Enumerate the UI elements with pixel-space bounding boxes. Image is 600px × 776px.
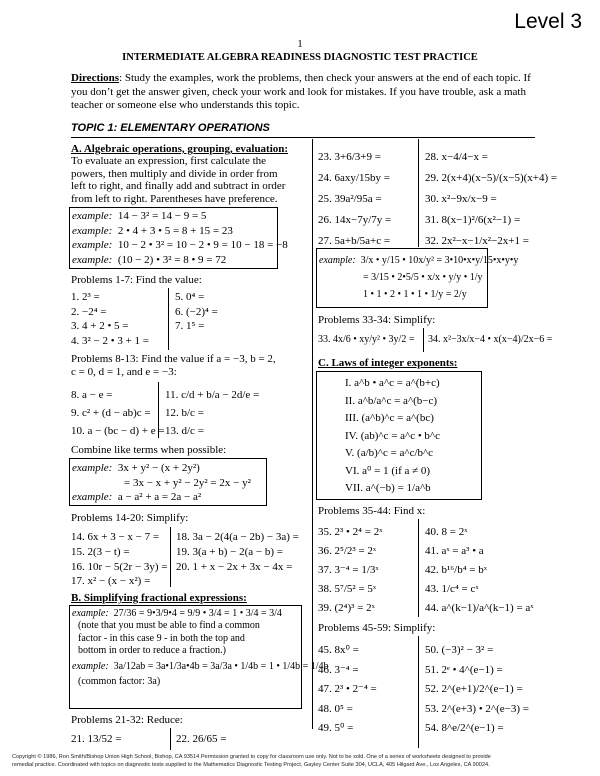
problems-45-49 bbox=[318, 641, 377, 739]
note-line: factor - in this case 9 - in both the top and bbox=[78, 632, 245, 644]
intro-line: from left to right. Parentheses have preference. bbox=[71, 192, 278, 205]
problem-item: 37. 3⁻⁴ = 1/3ˣ bbox=[318, 564, 379, 576]
problem-item: 3. 4 + 2 • 5 = bbox=[71, 320, 129, 332]
footer-line: remedial practice. Coordinated with topics on diagnostic tests supplied to the Mathematics Diagnostic Testing Project, Gayley Center Suite 304, UCLA, 405 Hilgard Ave., Los Angeles, CA 90024. bbox=[12, 762, 490, 768]
section-b-heading: B. Simplifying fractional expressions: bbox=[71, 592, 247, 604]
example-line: 3x + y² − (x + 2y²) bbox=[117, 462, 200, 474]
directions bbox=[71, 72, 541, 113]
problem-item: 6. (−2)⁴ = bbox=[175, 305, 218, 318]
problems-1-7-left bbox=[71, 290, 149, 348]
problem-item: 32. 2x²−x−1/x²−2x+1 = bbox=[425, 235, 529, 247]
problem-item: 18. 3a − 2(4(a − 2b) − 3a) = bbox=[176, 531, 299, 543]
problem-item: 27. 5a+b/5a+c = bbox=[318, 235, 391, 247]
problem-22: 22. 26/65 = bbox=[176, 733, 227, 745]
problem-item: 2. −2⁴ = bbox=[71, 305, 107, 318]
problem-item: 14. 6x + 3 − x − 7 = bbox=[71, 531, 160, 543]
example-label: example: bbox=[319, 255, 356, 266]
problem-34: 34. x²−3x/x−4 • x(x−4)/2x−6 = bbox=[428, 334, 553, 345]
problem-item: 26. 14x−7y/7y = bbox=[318, 214, 392, 226]
problem-item: 36. 2⁵/2³ = 2ˣ bbox=[318, 545, 377, 557]
problem-item: 23. 3+6/3+9 = bbox=[318, 151, 381, 163]
problem-item: 44. a^(k−1)/a^(k−1) = aˣ bbox=[425, 602, 534, 614]
problem-item: 29. 2(x+4)(x−5)/(x−5)(x+4) = bbox=[425, 172, 558, 184]
problem-33: 33. 4x/6 • xy/y² • 3y/2 = bbox=[318, 334, 415, 345]
problem-item: 12. b/c = bbox=[165, 407, 204, 419]
problem-item: 38. 5⁷/5² = 5ˣ bbox=[318, 583, 377, 595]
problem-item: 50. (−3)² − 3² = bbox=[425, 644, 494, 656]
example-line: 3a/12ab = 3a•1/3a•4b = 3a/3a • 1/4b = 1 • 1/4b = 1/4b bbox=[113, 661, 329, 673]
problem-item: 40. 8 = 2ˣ bbox=[425, 526, 468, 538]
problem-item: 10. a − (bc − d) + e = bbox=[71, 425, 165, 437]
law-item: VII. a^(−b) = 1/a^b bbox=[345, 482, 431, 494]
problems-14-20-left bbox=[71, 530, 168, 589]
page-number: 1 bbox=[297, 38, 303, 50]
problem-item: 25. 39a²/95a = bbox=[318, 193, 382, 205]
example-line: 27/36 = 9•3/9•4 = 9/9 • 3/4 = 1 • 3/4 = 3/4 bbox=[113, 608, 282, 619]
problems-14-20-right bbox=[176, 530, 299, 574]
topic-rule bbox=[71, 137, 535, 138]
problems-40-44 bbox=[425, 523, 533, 618]
problem-item: 35. 2³ • 2⁴ = 2ˣ bbox=[318, 526, 383, 538]
problem-item: 8. a − e = bbox=[71, 389, 113, 401]
level-label: Level 3 bbox=[514, 10, 582, 33]
problems-35-44-divider bbox=[418, 519, 419, 617]
example-line: (10 − 2) • 3² = 8 • 9 = 72 bbox=[117, 253, 227, 266]
problem-item: 48. 0⁵ = bbox=[318, 702, 353, 715]
problem-item: 1. 2³ = bbox=[71, 291, 100, 303]
problem-item: 41. aˣ = a³ • a bbox=[425, 545, 484, 557]
example-line: 10 − 2 • 3² = 10 − 2 • 9 = 10 − 18 = −8 bbox=[117, 239, 288, 251]
problem-item: 11. c/d + b/a − 2d/e = bbox=[165, 389, 260, 401]
problems-1-7-right bbox=[175, 290, 218, 334]
problem-item: 47. 2³ • 2⁻⁴ = bbox=[318, 683, 377, 695]
section-b-examples: example: 27/36 = 9•3/9•4 = 9/9 • 3/4 = 1 • 3/4 = 3/4 (note that you must be able to find a common factor - in this case 9 - in both the top and bottom in order to reduce a fraction.) example: 3a/12ab = 3a•1/3a•4b = 3a/3a • 1/4b = 1 • 1/4b = 1/4b (common factor: 3a) bbox=[72, 608, 329, 688]
problem-item: 28. x−4/4−x = bbox=[425, 151, 488, 163]
problem-item: 43. 1/c⁴ = cˣ bbox=[425, 583, 479, 595]
intro-line: left to right, and finally add and subtract in order bbox=[71, 180, 286, 192]
intro-line: To evaluate an expression, first calculate the bbox=[71, 155, 267, 167]
example-line: 14 − 3² = 14 − 9 = 5 bbox=[117, 210, 207, 222]
problems-21-32-label: Problems 21-32: Reduce: bbox=[71, 714, 183, 726]
problem-item: 13. d/c = bbox=[165, 425, 204, 437]
problem-item: 24. 6axy/15by = bbox=[318, 172, 390, 184]
label-line: c = 0, d = 1, and e = −3: bbox=[71, 366, 177, 378]
law-item: III. (a^b)^c = a^(bc) bbox=[345, 412, 434, 424]
problem-item: 15. 2(3 − t) = bbox=[71, 545, 130, 558]
example-line: 2 • 4 + 3 • 5 = 8 + 15 = 23 bbox=[117, 224, 233, 237]
problems-1-7-divider bbox=[168, 288, 169, 350]
problems-45-59-label: Problems 45-59: Simplify: bbox=[318, 622, 436, 634]
intro-line: powers, then multiply and divide in order from bbox=[71, 167, 278, 180]
example-line: = 3/15 • 2•5/5 • x/x • y/y • 1/y bbox=[363, 272, 483, 283]
example-line: 3/x • y/15 • 10x/y² = 3•10•x•y/15•x•y•y bbox=[360, 255, 519, 266]
footer-copyright bbox=[12, 753, 588, 769]
topic-heading: TOPIC 1: ELEMENTARY OPERATIONS bbox=[71, 122, 270, 134]
problem-item: 31. 8(x−1)²/6(x²−1) = bbox=[425, 214, 521, 226]
section-c-heading: C. Laws of integer exponents: bbox=[318, 357, 458, 369]
label-line: Problems 8-13: Find the value if a = −3, b = 2, bbox=[71, 353, 276, 365]
example-line: a − a² + a = 2a − a² bbox=[117, 491, 202, 503]
law-item: VI. a⁰ = 1 (if a ≠ 0) bbox=[345, 464, 431, 477]
law-item: V. (a/b)^c = a^c/b^c bbox=[345, 447, 434, 459]
laws-list bbox=[345, 375, 440, 498]
problem-item: 52. 2^(e+1)/2^(e−1) = bbox=[425, 683, 523, 695]
problem-item: 39. (2⁴)³ = 2ˣ bbox=[318, 602, 375, 614]
problems-1-7-label: Problems 1-7: Find the value: bbox=[71, 274, 202, 286]
problem-item: 45. 8x⁰ = bbox=[318, 644, 359, 656]
directions-label: Directions bbox=[71, 72, 120, 84]
problem-item: 7. 1⁵ = bbox=[175, 320, 205, 332]
example-list-a: example: 14 − 3² = 14 − 9 = 5 example: 2 • 4 + 3 • 5 = 8 + 15 = 23 example: 10 − 2 • 3² = 10 − 2 • 9 = 10 − 18 = −8 example: (10 − 2) • 3² = 8 • 9 = 72 bbox=[72, 210, 288, 266]
problems-8-13-label bbox=[71, 353, 276, 379]
problem-item: 51. 2ᵉ • 4^(e−1) = bbox=[425, 663, 503, 676]
problem-item: 20. 1 + x − 2x + 3x − 4x = bbox=[176, 560, 293, 573]
example-line: = 3x − x + y² − 2y² = 2x − y² bbox=[124, 476, 251, 489]
section-a-heading: A. Algebraic operations, grouping, evaluation: bbox=[71, 143, 289, 155]
problems-28-32 bbox=[425, 147, 557, 252]
combine-examples: example: 3x + y² − (x + 2y²) = 3x − x + y² − 2y² = 2x − y² example: a − a² + a = 2a − a² bbox=[72, 462, 251, 503]
note-line: (common factor: 3a) bbox=[78, 676, 161, 688]
problems-35-39 bbox=[318, 523, 382, 618]
problem-item: 30. x²−9x/x−9 = bbox=[425, 193, 497, 205]
problem-item: 46. 3⁻⁴ = bbox=[318, 663, 359, 676]
law-item: IV. (ab)^c = a^c • b^c bbox=[345, 429, 440, 442]
problem-item: 42. b¹⁶/b⁴ = bˣ bbox=[425, 564, 487, 576]
problem-item: 4. 3² − 2 • 3 + 1 = bbox=[71, 334, 150, 347]
middle-example bbox=[319, 252, 518, 303]
example-line: 1 • 1 • 2 • 1 • 1 • 1/y = 2/y bbox=[363, 289, 467, 300]
problems-14-20-divider bbox=[170, 527, 171, 587]
combine-label: Combine like terms when possible: bbox=[71, 444, 227, 456]
problems-45-59-divider bbox=[418, 636, 419, 748]
problem-item: 16. 10r − 5(2r − 3y) = bbox=[71, 560, 168, 573]
problems-23-32-divider bbox=[418, 139, 419, 247]
problems-14-20-label: Problems 14-20: Simplify: bbox=[71, 512, 189, 524]
problem-item: 54. 8^e/2^(e−1) = bbox=[425, 722, 504, 734]
note-line: (note that you must be able to find a common bbox=[78, 620, 260, 632]
problem-item: 19. 3(a + b) − 2(a − b) = bbox=[176, 545, 283, 558]
footer-line: Copyright © 1986, Ron Smith/Bishop Union High School, Bishop, CA 93514 Permission granted to copy for classroom use only. Not to be sold. One of a series of worksheets designed to provide bbox=[12, 754, 491, 760]
law-item: II. a^b/a^c = a^(b−c) bbox=[345, 394, 438, 407]
problem-item: 9. c² + (d − ab)c = bbox=[71, 407, 151, 419]
note-line: bottom in order to reduce a fraction.) bbox=[78, 644, 226, 656]
problems-8-13-right bbox=[165, 386, 259, 440]
law-item: I. a^b • a^c = a^(b+c) bbox=[345, 377, 440, 389]
problems-35-44-label: Problems 35-44: Find x: bbox=[318, 505, 426, 517]
problems-33-34-divider bbox=[423, 328, 424, 352]
problem-21: 21. 13/52 = bbox=[71, 733, 122, 745]
page-title: INTERMEDIATE ALGEBRA READINESS DIAGNOSTIC TEST PRACTICE bbox=[122, 52, 478, 63]
problems-21-22-divider bbox=[170, 728, 171, 750]
problems-8-13-left bbox=[71, 386, 165, 440]
problems-23-27 bbox=[318, 147, 391, 252]
directions-text: : Study the examples, work the problems, then check your answers at the end of each topic. If you don’t get the answer given, check your work and look for mistakes. If you have trouble, ask a math teacher or someone else who understands this topic. bbox=[71, 72, 531, 111]
section-a-intro bbox=[71, 155, 309, 205]
problem-item: 17. x² − (x − x²) = bbox=[71, 575, 151, 588]
problem-item: 5. 0⁴ = bbox=[175, 291, 205, 303]
problems-50-54 bbox=[425, 641, 529, 739]
problems-33-34-label: Problems 33-34: Simplify: bbox=[318, 314, 436, 326]
problem-item: 53. 2^(e+3) • 2^(e−3) = bbox=[425, 702, 529, 715]
problem-item: 49. 5⁰ = bbox=[318, 722, 354, 734]
